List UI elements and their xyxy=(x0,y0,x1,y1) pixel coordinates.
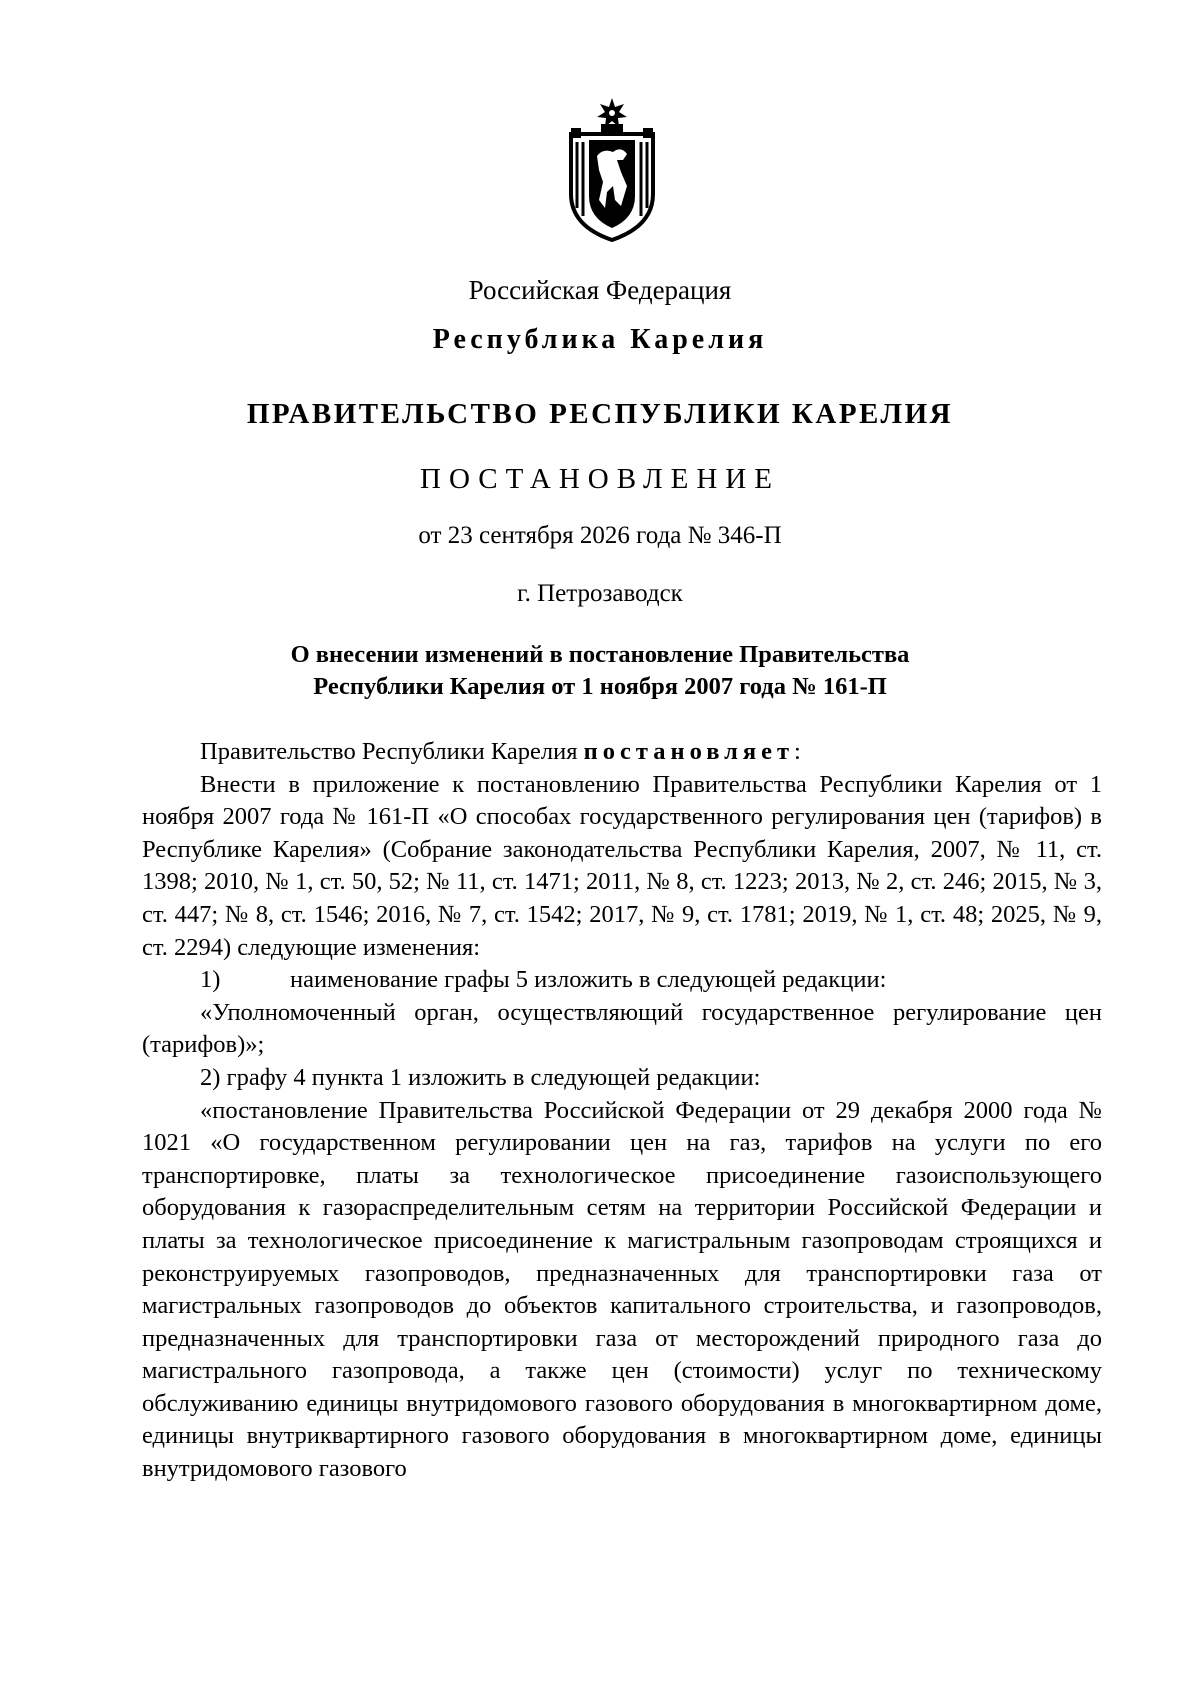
republic-name: Республика Карелия xyxy=(432,324,768,355)
paragraph-amendment: Внести в приложение к постановлению Правительства Республики Карелия от 1 ноября 2007 года № 161-П «О способах государственного регулирования цен (тарифов) в Республике Карелия» (Собрание законодательства Республики Карелия, 2007, № 11, ст. 1398; 2010, № 1, ст. 50, 52; № 11, ст. 1471; 2011, № 8, ст. 1223; 2013, № 2, ст. 246; 2015, № 3, ст. 447; № 8, ст. 1546; 2016, № 7, ст. 1542; 2017, № 9, ст. 1781; 2019, № 1, ст. 48; 2025, № 9, ст. 2294) следующие изменения: xyxy=(142,770,1102,961)
item-1-number: 1) xyxy=(200,966,221,994)
country-name: Российская Федерация xyxy=(468,275,732,305)
decree-date-number: от 23 сентября 2026 года № 346-П xyxy=(418,522,782,549)
intro-paragraph xyxy=(142,736,1102,769)
decree-body xyxy=(142,736,1102,1486)
intro-end-text: : xyxy=(794,738,801,765)
subject-line-2: Республики Карелия от 1 ноября 2007 года № 161-П xyxy=(313,673,887,700)
decrees-keyword: постановляет xyxy=(583,738,795,765)
intro-start-text: Правительство Республики Карелия xyxy=(200,738,584,765)
document-type: ПОСТАНОВЛЕНИЕ xyxy=(420,463,780,495)
item-1-text: наименование графы 5 изложить в следующей редакции: xyxy=(290,966,887,994)
item-1 xyxy=(142,964,1102,997)
government-title: ПРАВИТЕЛЬСТВО РЕСПУБЛИКИ КАРЕЛИЯ xyxy=(246,398,954,430)
subject-line-1: О внесении изменений в постановление Правительства xyxy=(290,641,910,668)
coat-of-arms-emblem xyxy=(561,96,663,242)
decree-subject xyxy=(0,639,1200,703)
decree-city: г. Петрозаводск xyxy=(517,580,683,607)
item-2: 2) графу 4 пункта 1 изложить в следующей редакции: xyxy=(200,1063,761,1091)
quote-2: «постановление Правительства Российской Федерации от 29 декабря 2000 года № 1021 «О государственном регулировании цен на газ, тарифов на услуги по его транспортировке, платы за технологическое присоединение газоиспользующего оборудования к газораспределительным сетям на территории Российской Федерации и платы за технологическое присоединение к магистральным газопроводам строящихся и реконструируемых газопроводов, предназначенных для транспортировки газа от магистральных газопроводов до объектов капитального строительства, и газопроводов, предназначенных для транспортировки газа от месторождений природного газа до магистрального газопровода, а также цен (стоимости) услуг по техническому обслуживанию единицы внутридомового газового оборудования в многоквартирном доме, единицы внутриквартирного газового оборудования в многоквартирном доме, единицы внутридомового газового xyxy=(142,1096,1102,1483)
quote-1: «Уполномоченный орган, осуществляющий государственное регулирование цен (тарифов)»; xyxy=(142,998,1102,1059)
